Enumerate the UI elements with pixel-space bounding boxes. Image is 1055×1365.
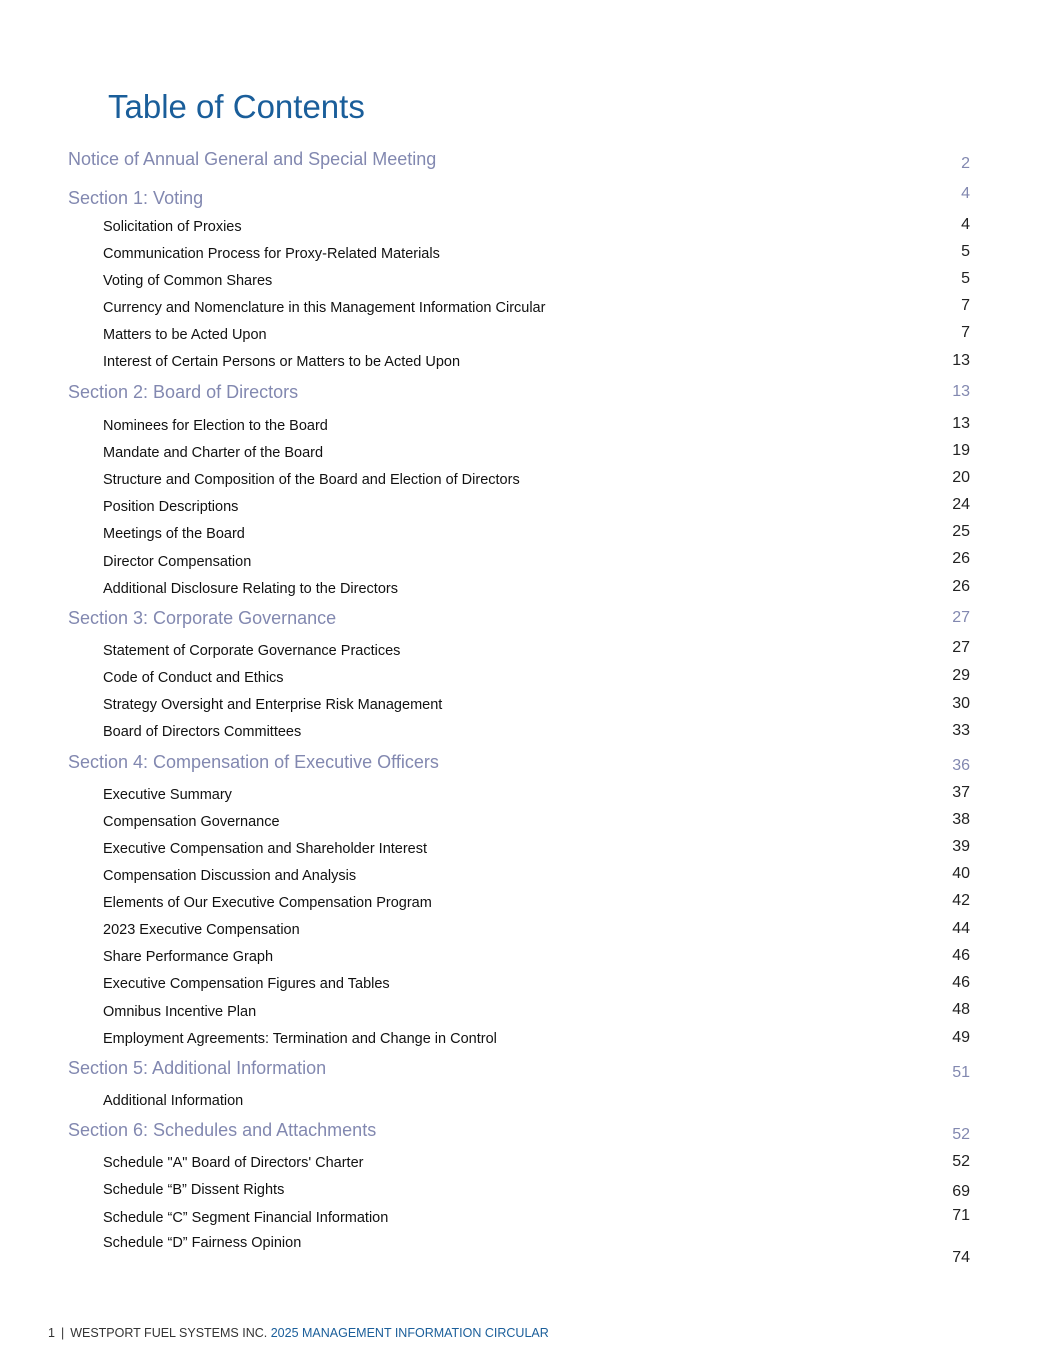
- toc-entry-page-number: 51: [952, 1064, 970, 1081]
- toc-entry-label: Omnibus Incentive Plan: [103, 1004, 257, 1020]
- toc-entry-label: Schedule “C” Segment Financial Information: [103, 1210, 389, 1226]
- footer-separator: |: [60, 1326, 65, 1340]
- toc-entry-page-number: 36: [952, 757, 970, 774]
- toc-entry-label: Statement of Corporate Governance Practices: [103, 643, 401, 659]
- toc-entry-page-number: 29: [952, 667, 970, 684]
- toc-entry-label: Section 4: Compensation of Executive Officers: [68, 752, 439, 772]
- toc-entry-label: Interest of Certain Persons or Matters to be Acted Upon: [103, 354, 461, 370]
- toc-entry-page-number: 26: [952, 578, 970, 595]
- toc-entry-page-number: 30: [952, 695, 970, 712]
- toc-entry-label: Additional Information: [103, 1093, 244, 1109]
- toc-entry-page-number: 4: [961, 185, 970, 202]
- toc-entry-label: Strategy Oversight and Enterprise Risk Management: [103, 697, 443, 713]
- toc-entry-page-number: 19: [952, 442, 970, 459]
- toc-entry-page-number: 52: [952, 1126, 970, 1143]
- toc-entry-page-number: 2: [961, 155, 970, 172]
- toc-entry-page-number: 46: [952, 974, 970, 991]
- toc-entry-page-number: 27: [952, 609, 970, 626]
- toc-entry-label: Board of Directors Committees: [103, 724, 302, 740]
- toc-entry-page-number: 37: [952, 784, 970, 801]
- toc-entry-page-number: 52: [952, 1153, 970, 1170]
- toc-entry-page-number: 27: [952, 639, 970, 656]
- toc-entry-page-number: 7: [961, 324, 970, 341]
- toc-entry-label: Voting of Common Shares: [103, 273, 273, 289]
- toc-entry-label: Schedule “B” Dissent Rights: [103, 1182, 285, 1198]
- toc-entry-label: Elements of Our Executive Compensation Program: [103, 895, 432, 911]
- toc-entry-label: Position Descriptions: [103, 499, 239, 515]
- toc-entry-page-number: 26: [952, 550, 970, 567]
- toc-entry-page-number: 5: [961, 243, 970, 260]
- toc-entry-label: Notice of Annual General and Special Meeting: [68, 149, 437, 169]
- toc-entry-label: Executive Compensation Figures and Tables: [103, 976, 390, 992]
- toc-entry-label: Executive Compensation and Shareholder Interest: [103, 841, 428, 857]
- toc-entry-page-number: 48: [952, 1001, 970, 1018]
- toc-entry-label: Section 5: Additional Information: [68, 1058, 327, 1078]
- toc-entry-label: Section 2: Board of Directors: [68, 382, 299, 402]
- toc-entry-label: Solicitation of Proxies: [103, 219, 242, 235]
- toc-entry-page-number: 38: [952, 811, 970, 828]
- toc-entry-label: Schedule “D” Fairness Opinion: [103, 1235, 302, 1251]
- page-title: Table of Contents: [108, 88, 365, 125]
- toc-entry-label: Share Performance Graph: [103, 949, 274, 965]
- toc-entry-page-number: 44: [952, 920, 970, 937]
- toc-entry-label: Section 3: Corporate Governance: [68, 608, 337, 628]
- toc-entry-label: Employment Agreements: Termination and Change in Control: [103, 1031, 497, 1047]
- toc-entry-label: Matters to be Acted Upon: [103, 327, 267, 343]
- toc-entry-page-number: 33: [952, 722, 970, 739]
- toc-entry-page-number: 69: [952, 1183, 970, 1200]
- toc-entry-label: Compensation Governance: [103, 814, 280, 830]
- toc-entry-page-number: 49: [952, 1029, 970, 1046]
- toc-entry-page-number: 39: [952, 838, 970, 855]
- toc-entry-label: Executive Summary: [103, 787, 232, 803]
- toc-entry-label: 2023 Executive Compensation: [103, 922, 300, 938]
- toc-entry-page-number: 24: [952, 496, 970, 513]
- toc-entry-label: Section 6: Schedules and Attachments: [68, 1120, 377, 1140]
- toc-entry-label: Mandate and Charter of the Board: [103, 445, 324, 461]
- toc-entry-page-number: 46: [952, 947, 970, 964]
- footer-company: WESTPORT FUEL SYSTEMS INC.: [70, 1326, 268, 1340]
- toc-entry-page-number: 13: [952, 415, 970, 432]
- toc-entry-page-number: 4: [961, 216, 970, 233]
- footer-page-number: 1: [48, 1326, 55, 1340]
- toc-entry-label: Structure and Composition of the Board and Election of Directors: [103, 472, 520, 488]
- toc-entry-page-number: 20: [952, 469, 970, 486]
- toc-entry-page-number: 5: [961, 270, 970, 287]
- footer-document-title: 2025 MANAGEMENT INFORMATION CIRCULAR: [270, 1326, 549, 1340]
- toc-entry-page-number: 40: [952, 865, 970, 882]
- toc-entry-label: Communication Process for Proxy-Related Materials: [103, 246, 440, 262]
- toc-entry-label: Currency and Nomenclature in this Management Information Circular: [103, 300, 546, 316]
- toc-entry-label: Nominees for Election to the Board: [103, 418, 328, 434]
- toc-entry-label: Code of Conduct and Ethics: [103, 670, 284, 686]
- toc-entry-page-number: 74: [952, 1249, 970, 1266]
- toc-entry-page-number: 13: [952, 352, 970, 369]
- toc-entry-page-number: 7: [961, 297, 970, 314]
- toc-entry-label: Compensation Discussion and Analysis: [103, 868, 357, 884]
- toc-entry-page-number: 71: [952, 1207, 970, 1224]
- toc-entry-page-number: 25: [952, 523, 970, 540]
- toc-entry-page-number: 13: [952, 383, 970, 400]
- toc-entry-label: Meetings of the Board: [103, 526, 245, 542]
- toc-entry-page-number: 42: [952, 892, 970, 909]
- page-footer: [48, 1326, 549, 1340]
- toc-entry-label: Director Compensation: [103, 554, 252, 570]
- toc-entry-label: Schedule "A" Board of Directors' Charter: [103, 1155, 364, 1171]
- toc-entry-label: Additional Disclosure Relating to the Directors: [103, 581, 398, 597]
- toc-entry-label: Section 1: Voting: [68, 188, 204, 208]
